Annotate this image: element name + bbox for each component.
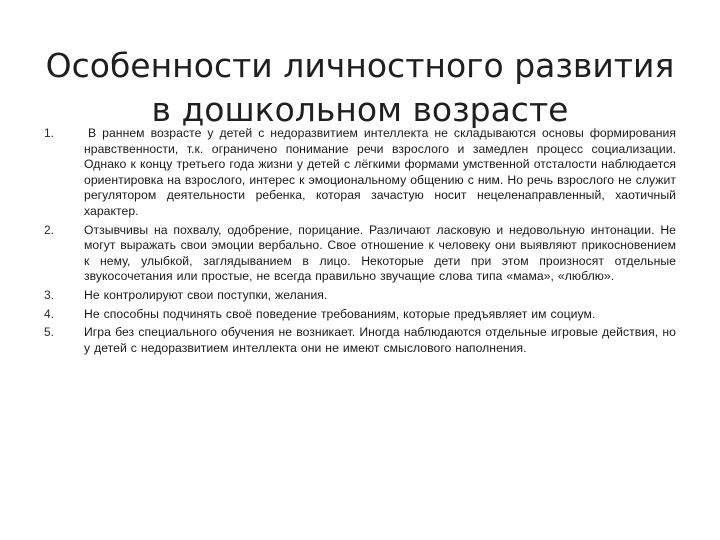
list-item-number: 3. [44, 287, 55, 302]
list-item-number: 5. [44, 325, 55, 340]
slide-title [40, 44, 680, 132]
list-item-text: Отзывчивы на похвалу, одобрение, порицание. Различают ласковую и недовольную интонации. Не могут выражать свои эмоции вербально. Свое отношение к человеку они выявляют прикосновением к нему, улыбкой, заглядыванием в лицо. Некоторые дети при этом произносят отдельные звукосочетания или простые, не всегда правильно звучащие слова типа «мама», «люблю». [84, 222, 676, 284]
title-line-2: в дошкольном возрасте [151, 90, 569, 130]
list-item [44, 223, 676, 285]
list-item-number: 4. [44, 306, 55, 321]
list-item-number: 1. [44, 126, 55, 140]
list-item [44, 288, 676, 304]
list-item-text: Не способны подчинять своё поведение требованиям, которые предъявляет им социум. [84, 306, 596, 321]
list-item-text: Не контролируют свои поступки, желания. [84, 287, 328, 302]
title-line-1: Особенности личностного развития [45, 46, 675, 86]
numbered-list [44, 126, 676, 356]
list-item [44, 307, 676, 323]
list-item-text: Игра без специального обучения не возникает. Иногда наблюдаются отдельные игровые действия, но у детей с недоразвитием интеллекта они не имеют смыслового наполнения. [84, 325, 676, 355]
list-item [44, 325, 676, 356]
list-item [44, 126, 676, 220]
list-item-number: 2. [44, 222, 55, 237]
list-item-text: В раннем возрасте у детей с недоразвитием интеллекта не складываются основы формирования нравственности, т.к. ограничено понимание речи взрослого и замедлен процесс социализации. Однако к концу третьего года жизни у детей с лёгкими формами умственной отсталости наблюдается ориентировка на взрослого, интерес к эмоциональному общению с ним. Но речь взрослого не служит регулятором деятельности ребенка, которая зачастую носит нецеленаправленный, хаотичный характер. [84, 126, 676, 218]
